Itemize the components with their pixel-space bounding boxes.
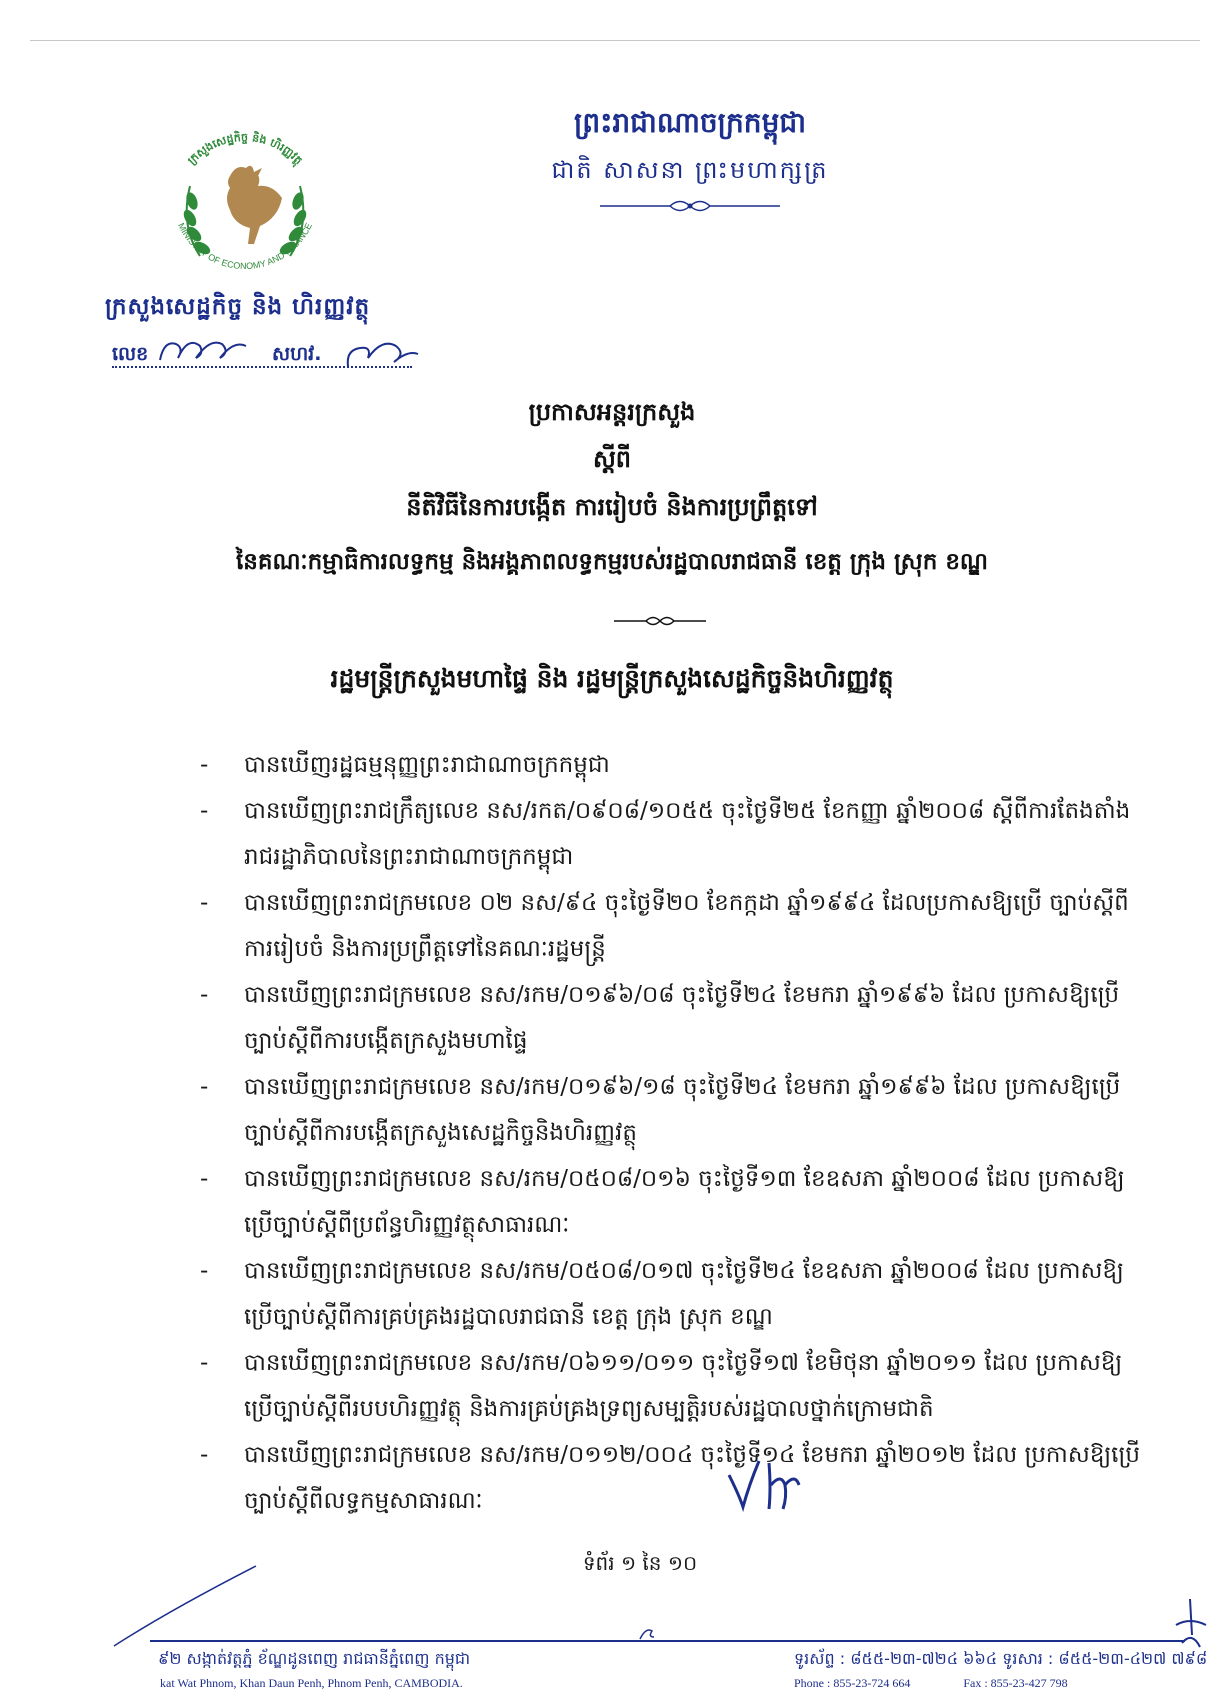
footer-address-kh: ៩២ សង្កាត់វត្តភ្នំ ខ័ណ្ឌដូនពេញ រាជធានីភ្នំពេញ កម្ពុជា <box>158 1649 471 1668</box>
ornament-divider <box>610 612 710 630</box>
reference-list <box>200 742 1140 1524</box>
footer-fax: Fax : 855-23-427 798 <box>963 1676 1068 1690</box>
handwritten-number <box>154 330 254 368</box>
footer-swoosh <box>110 1560 260 1650</box>
list-item: - បានឃើញព្រះរាជក្រមលេខ នស/រកម/០១១២/០០៤ ចុះថ្ងៃទី១៤ ខែមករា ឆ្នាំ២០១២ ដែល ប្រកាសឱ្យប្រើច្បាប់ស្តីពីលទ្ធកម្មសាធារណៈ <box>200 1442 1140 1514</box>
reference-number-line <box>112 338 412 378</box>
ref-sign-label: សហវ. <box>272 343 322 365</box>
signature-initials <box>725 1455 805 1515</box>
list-item: - បានឃើញព្រះរាជក្រមលេខ នស/រកម/០៥០៨/០១៦ ចុះថ្ងៃទី១៣ ខែឧសភា ឆ្នាំ២០០៨ ដែល ប្រកាសឱ្យប្រើច្បាប់ស្តីពីប្រព័ន្ធហិរញ្ញវត្ថុសាធារណៈ <box>200 1166 1125 1238</box>
list-item: - បានឃើញព្រះរាជក្រឹត្យលេខ នស/រកត/០៩០៨/១០៥៥ ចុះថ្ងៃទី២៥ ខែកញ្ញា ឆ្នាំ២០០៨ ស្តីពីការតែងតាំងរាជរដ្ឋាភិបាលនៃព្រះរាជាណាចក្រកម្ពុជា <box>200 798 1131 870</box>
footer-address-en: kat Wat Phnom, Khan Daun Penh, Phnom Penh, CAMBODIA. <box>160 1676 463 1690</box>
list-item: - បានឃើញព្រះរាជក្រមលេខ នស/រកម/០៥០៨/០១៧ ចុះថ្ងៃទី២៤ ខែឧសភា ឆ្នាំ២០០៨ ដែល ប្រកាសឱ្យប្រើច្បាប់ស្តីពីការគ្រប់គ្រងរដ្ឋបាលរាជធានី ខេត្ត ក្រុង ស្រុក ខណ្ឌ <box>200 1258 1124 1330</box>
corner-initial <box>1170 1595 1210 1655</box>
kingdom-title: ព្រះរាជាណាចក្រកម្ពុជា <box>573 106 806 139</box>
title-line-2: ស្តីពី <box>592 445 632 473</box>
footer-mark <box>638 1625 656 1641</box>
top-rule <box>30 40 1200 41</box>
list-item: - បានឃើញព្រះរាជក្រមលេខ នស/រកម/០១៩៦/១៨ ចុះថ្ងៃទី២៤ ខែមករា ឆ្នាំ១៩៩៦ ដែល ប្រកាសឱ្យប្រើច្បាប់ស្តីពីការបង្កើតក្រសួងសេដ្ឋកិច្ចនិងហិរញ្ញវត្ថុ <box>200 1074 1121 1146</box>
footer-contact-kh: ទូរស័ព្ទ : ៨៥៥-២៣-៧២៤ ៦៦៤ ទូរសារ : ៨៥៥-២៣-៤២៧ ៧៩៨ <box>794 1649 1208 1668</box>
title-line-3: នីតិវិធីនៃការបង្កើត ការរៀបចំ និងការប្រព្រឹត្តទៅ <box>406 493 818 521</box>
list-item: - បានឃើញព្រះរាជក្រមលេខ នស/រកម/០៦១១/០១១ ចុះថ្ងៃទី១៧ ខែមិថុនា ឆ្នាំ២០១១ ដែល ប្រកាសឱ្យប្រើច្បាប់ស្តីពីរបបហិរញ្ញវត្ថុ និងការគ្រប់គ្រងទ្រព្យសម្បត្តិរបស់រដ្ឋបាលថ្នាក់ក្រោមជាតិ <box>200 1350 1123 1422</box>
svg-text:ក្រសួងសេដ្ឋកិច្ច និង ហិរញ្ញវត្: ក្រសួងសេដ្ឋកិច្ច និង ហិរញ្ញវត្ថុ <box>185 130 306 167</box>
ornament-divider <box>590 197 790 215</box>
footer-contact-en <box>794 1676 1068 1691</box>
handwritten-initial <box>342 332 422 372</box>
ministry-emblem-logo <box>150 106 340 296</box>
footer-divider <box>150 1640 1185 1642</box>
national-motto: ជាតិ សាសនា ព្រះមហាក្សត្រ <box>551 156 829 184</box>
ministry-name: ក្រសួងសេដ្ឋកិច្ច និង ហិរញ្ញវត្ថុ <box>105 294 371 320</box>
ref-number-label: លេខ <box>112 343 149 365</box>
title-line-4: នៃគណៈកម្មាធិការលទ្ធកម្ម និងអង្គភាពលទ្ធកម្មរបស់រដ្ឋបាលរាជធានី ខេត្ត ក្រុង ស្រុក ខណ្ឌ <box>236 549 988 575</box>
page-number: ទំព័រ ១ នៃ ១០ <box>582 1551 698 1575</box>
title-line-1: ប្រកាសអន្តរក្រសួង <box>528 398 696 426</box>
list-item: - បានឃើញព្រះរាជក្រមលេខ នស/រកម/០១៩៦/០៨ ចុះថ្ងៃទី២៤ ខែមករា ឆ្នាំ១៩៩៦ ដែល ប្រកាសឱ្យប្រើច្បាប់ស្តីពីការបង្កើតក្រសួងមហាផ្ទៃ <box>200 982 1120 1054</box>
issuing-ministers: រដ្ឋមន្ត្រីក្រសួងមហាផ្ទៃ និង រដ្ឋមន្ត្រីក្រសួងសេដ្ឋកិច្ចនិងហិរញ្ញវត្ថុ <box>330 664 894 693</box>
list-item: - បានឃើញព្រះរាជក្រមលេខ ០២ នស/៩៤ ចុះថ្ងៃទី២០ ខែកក្កដា ឆ្នាំ១៩៩៤ ដែលប្រកាសឱ្យប្រើ ច្បាប់ស្តីពីការរៀបចំ និងការប្រព្រឹត្តទៅនៃគណៈរដ្ឋមន្ត្រី <box>200 890 1129 962</box>
svg-text:MINISTRY OF ECONOMY AND FINANC: MINISTRY OF ECONOMY AND FINANCE <box>176 221 314 272</box>
footer-phone: Phone : 855-23-724 664 <box>794 1676 911 1690</box>
list-item: - បានឃើញរដ្ឋធម្មនុញ្ញព្រះរាជាណាចក្រកម្ពុជា <box>200 752 610 778</box>
